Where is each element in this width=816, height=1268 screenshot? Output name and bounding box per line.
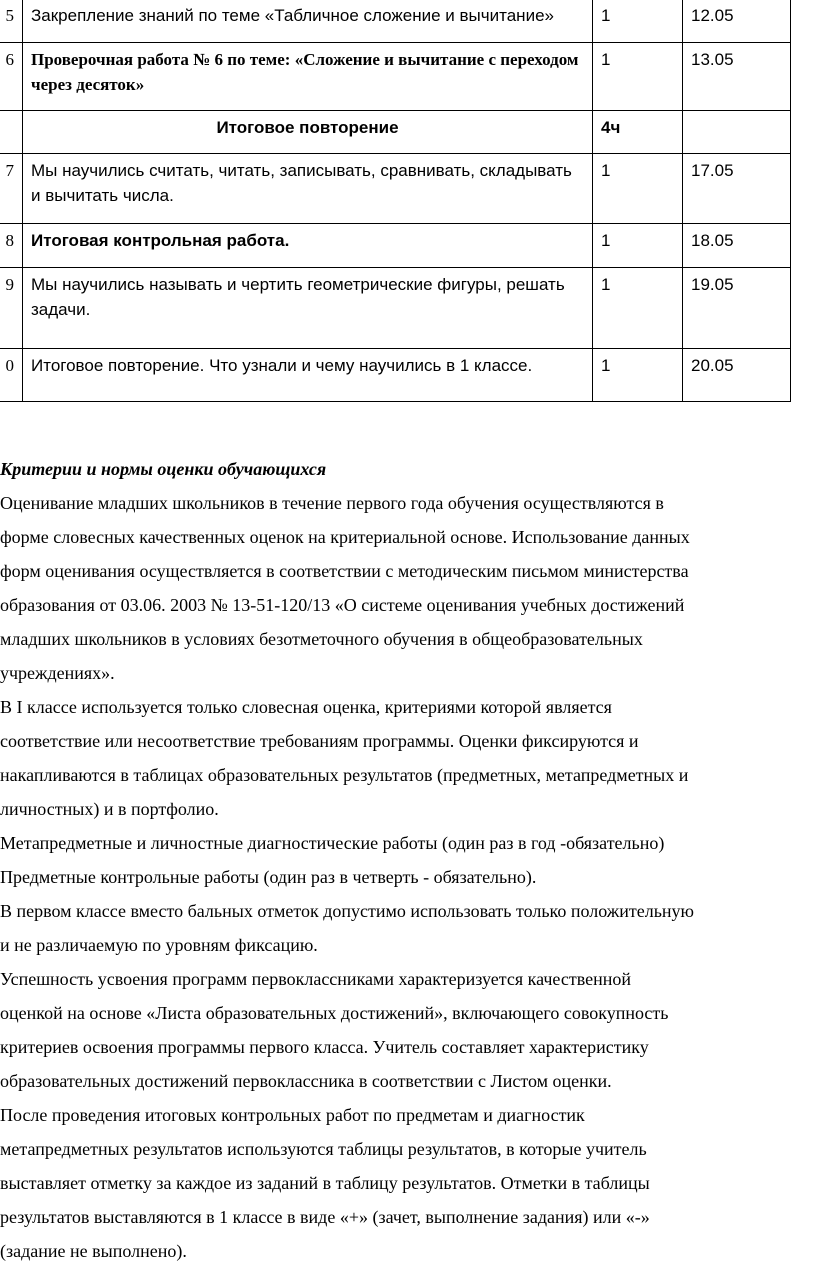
lesson-date: 12.05 (683, 0, 791, 43)
text-line: В I классе используется только словесная оценка, критериями которой является (0, 697, 612, 717)
table-row (0, 349, 791, 402)
table-row (0, 43, 791, 111)
text-line: образовательных достижений первоклассника в соответствии с Листом оценки. (0, 1071, 612, 1091)
lesson-number (0, 111, 23, 154)
text-line: образования от 03.06. 2003 № 13-51-120/13 «О системе оценивания учебных достижений (0, 595, 685, 615)
text-line: форме словесных качественных оценок на критериальной основе. Использование данных (0, 527, 690, 547)
lesson-date: 20.05 (683, 349, 791, 402)
lesson-hours: 1 (593, 0, 683, 43)
lesson-hours: 1 (593, 349, 683, 402)
section-heading-cell: Итоговое повторение (23, 111, 593, 154)
text-line: критериев освоения программы первого класса. Учитель составляет характеристику (0, 1037, 649, 1057)
table-row (0, 224, 791, 268)
section-title: Критерии и нормы оценки обучающихся (0, 459, 327, 479)
lesson-theme: Мы научились называть и чертить геометрические фигуры, решать задачи. (23, 268, 593, 349)
text-line: оценкой на основе «Листа образовательных достижений», включающего совокупность (0, 1003, 669, 1023)
lesson-number: 7 (0, 154, 23, 224)
lesson-number: 6 (0, 43, 23, 111)
text-line: После проведения итоговых контрольных работ по предметам и диагностик (0, 1105, 585, 1125)
lesson-date: 19.05 (683, 268, 791, 349)
lesson-number: 0 (0, 349, 23, 402)
text-line: (задание не выполнено). (0, 1241, 187, 1261)
text-line: В первом классе вместо бальных отметок допустимо использовать только положительную (0, 901, 694, 921)
lesson-number: 9 (0, 268, 23, 349)
text-line: Предметные контрольные работы (один раз в четверть - обязательно). (0, 867, 537, 887)
table-row (0, 111, 791, 154)
text-line: личностных) и в портфолио. (0, 799, 219, 819)
lesson-theme: Мы научились считать, читать, записывать, сравнивать, складывать и вычитать числа. (23, 154, 593, 224)
text-line: форм оценивания осуществляется в соответствии с методическим письмом министерства (0, 561, 689, 581)
text-line: Успешность усвоения программ первоклассниками характеризуется качественной (0, 969, 631, 989)
text-line: метапредметных результатов используются таблицы результатов, в которые учитель (0, 1139, 647, 1159)
text-line: выставляет отметку за каждое из заданий в таблицу результатов. Отметки в таблицы (0, 1173, 650, 1193)
lesson-plan-table (0, 0, 791, 402)
lesson-hours: 1 (593, 154, 683, 224)
lesson-hours: 1 (593, 43, 683, 111)
lesson-theme: Закрепление знаний по теме «Табличное сложение и вычитание» (23, 0, 593, 43)
text-line: младших школьников в условиях безотметочного обучения в общеобразовательных (0, 629, 643, 649)
section-hours: 4ч (593, 111, 683, 154)
table-row (0, 0, 791, 43)
text-line: учреждениях». (0, 663, 115, 683)
text-line: Оценивание младших школьников в течение первого года обучения осуществляются в (0, 493, 664, 513)
lesson-date: 18.05 (683, 224, 791, 268)
lesson-theme: Проверочная работа № 6 по теме: «Сложение и вычитание с переходом через десяток» (23, 43, 593, 111)
text-line: результатов выставляются в 1 классе в виде «+» (зачет, выполнение задания) или «-» (0, 1207, 650, 1227)
text-line: Метапредметные и личностные диагностические работы (один раз в год -обязательно) (0, 833, 665, 853)
lesson-date (683, 111, 791, 154)
lesson-hours: 1 (593, 268, 683, 349)
text-line: соответствие или несоответствие требованиям программы. Оценки фиксируются и (0, 731, 639, 751)
assessment-criteria-section (0, 452, 816, 1268)
lesson-number: 8 (0, 224, 23, 268)
lesson-number: 5 (0, 0, 23, 43)
lesson-theme: Итоговое повторение. Что узнали и чему научились в 1 классе. (23, 349, 593, 402)
table-row (0, 154, 791, 224)
lesson-date: 17.05 (683, 154, 791, 224)
text-line: накапливаются в таблицах образовательных результатов (предметных, метапредметных и (0, 765, 689, 785)
lesson-date: 13.05 (683, 43, 791, 111)
lesson-hours: 1 (593, 224, 683, 268)
table-row (0, 268, 791, 349)
lesson-theme: Итоговая контрольная работа. (23, 224, 593, 268)
text-line: и не различаемую по уровням фиксацию. (0, 935, 318, 955)
